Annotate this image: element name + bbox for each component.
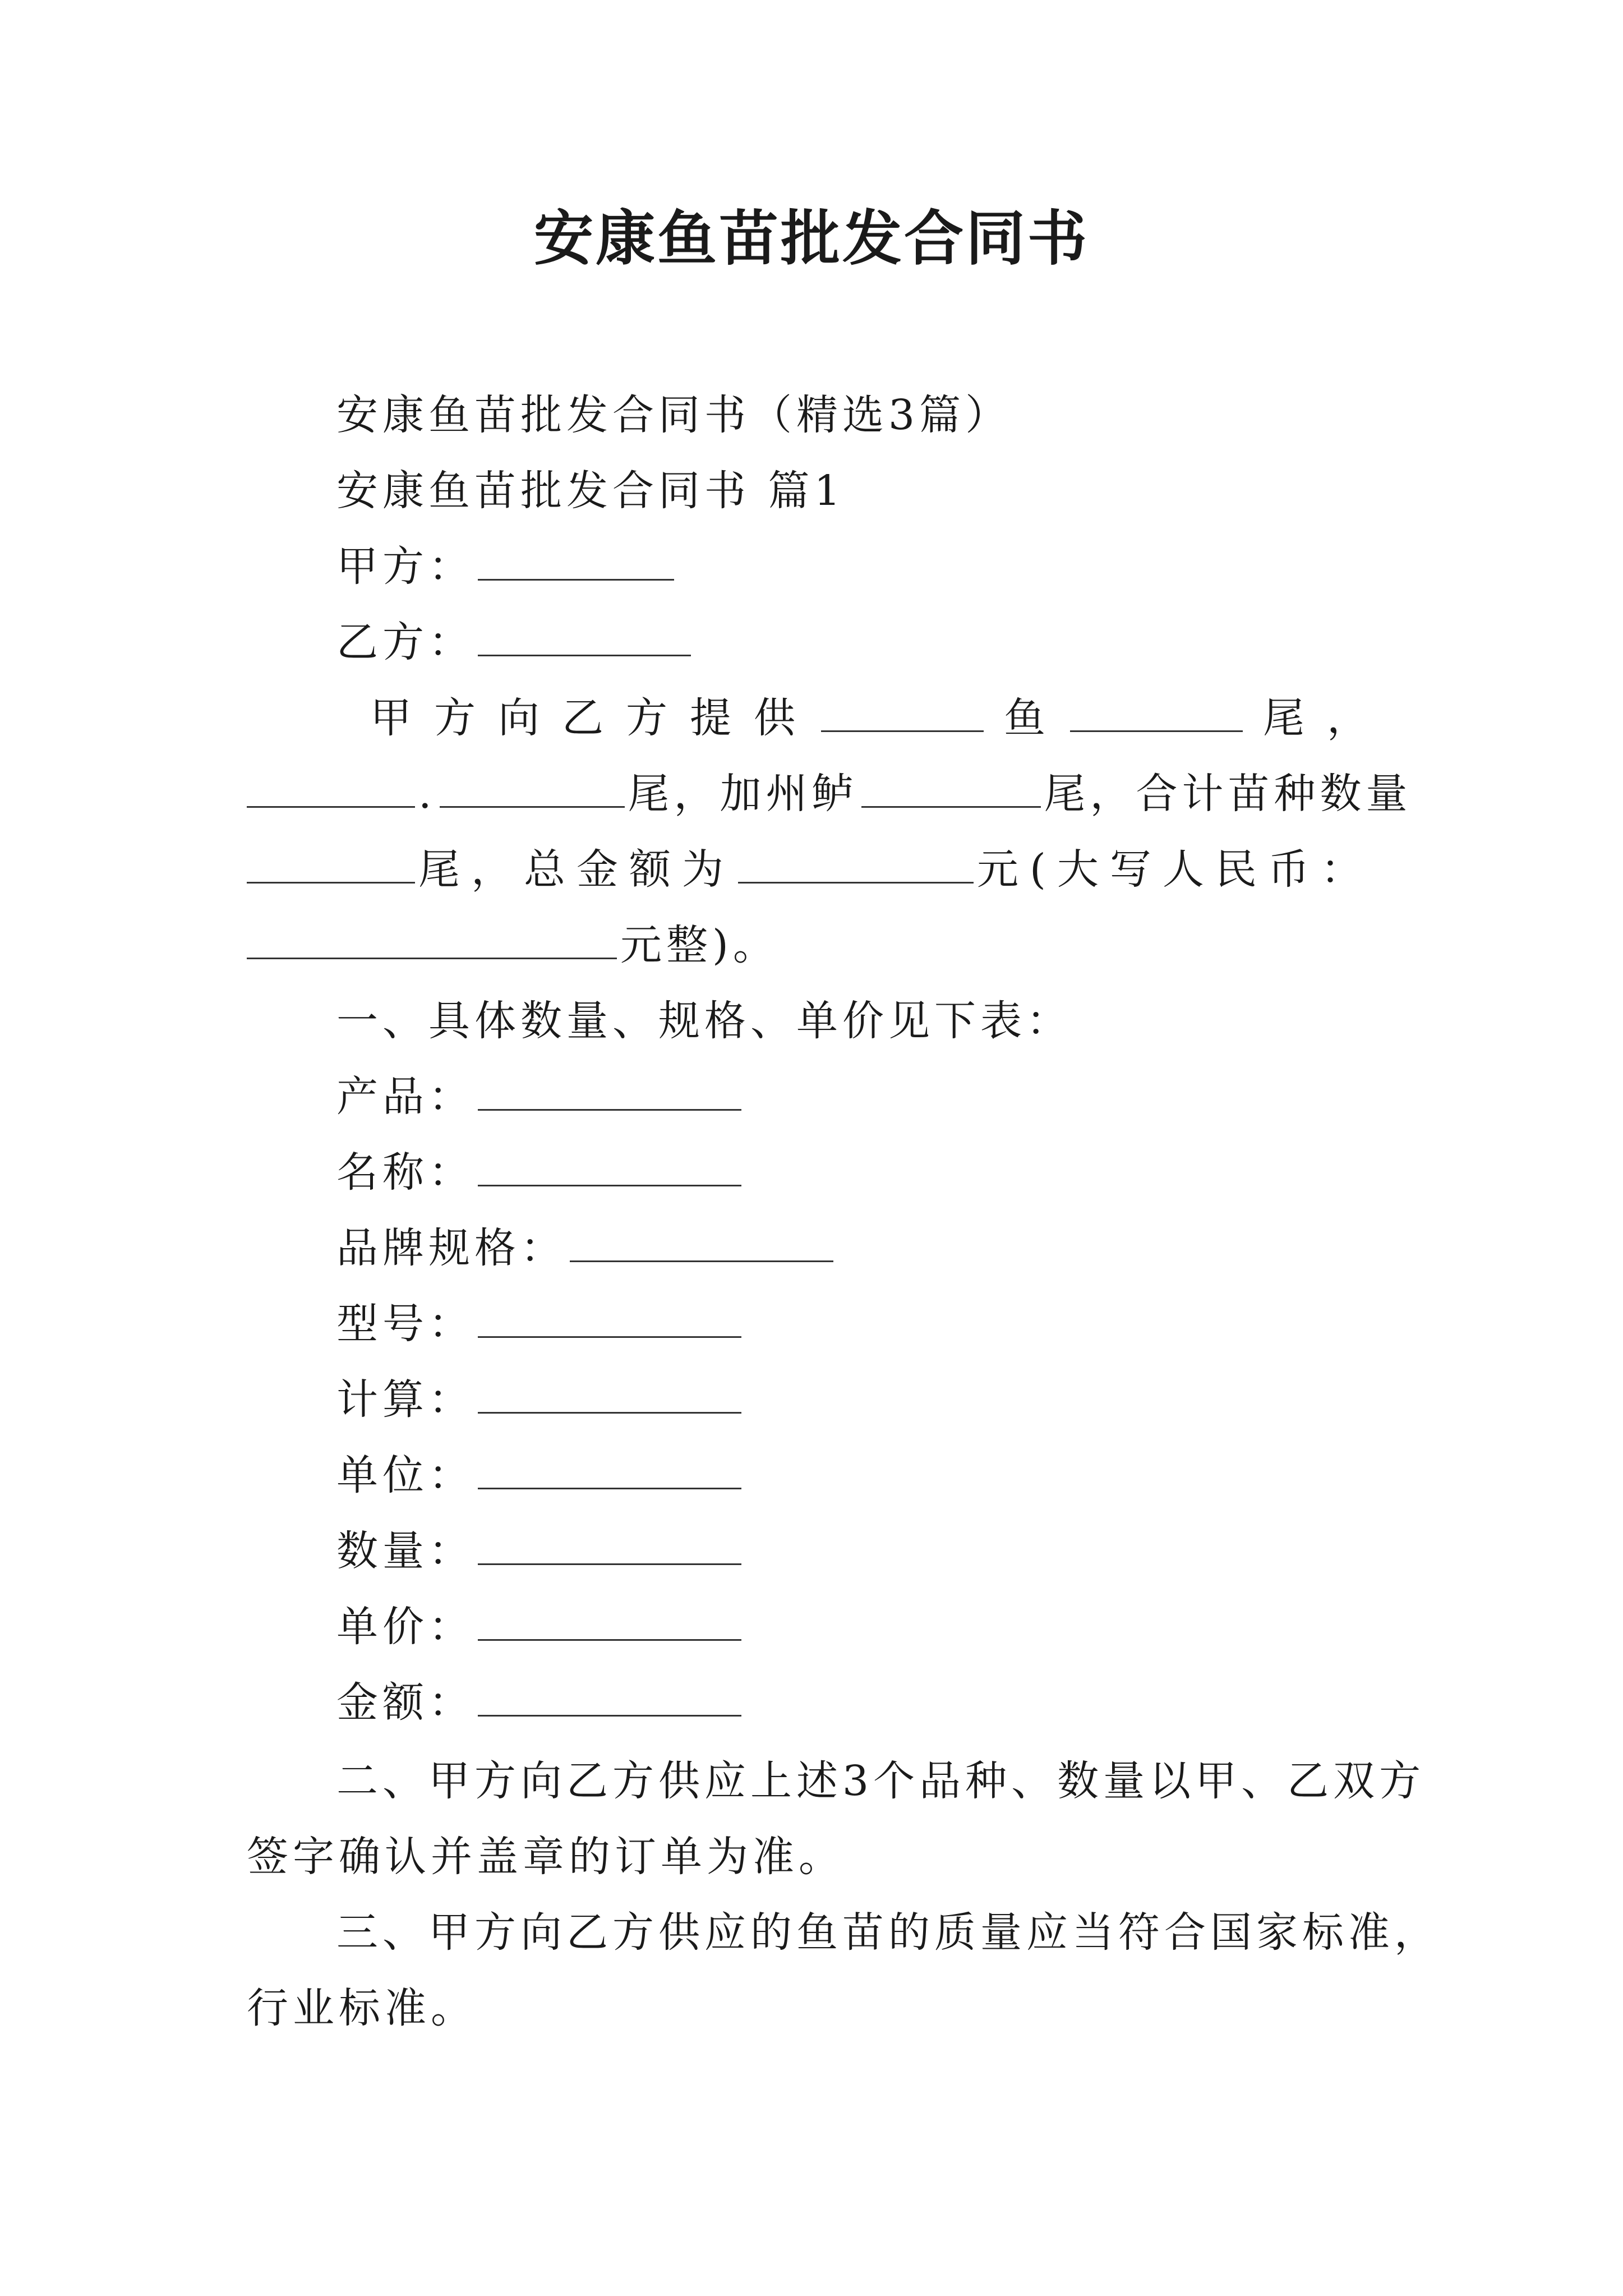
fish-count-blank-2[interactable]	[247, 767, 415, 808]
field-brand-label: 品牌规格：	[336, 1224, 566, 1272]
field-qty-line	[336, 1523, 745, 1579]
field-calc-line	[336, 1372, 745, 1428]
party-b-blank[interactable]	[478, 615, 691, 656]
clause-3-line-1: 三、甲方向乙方供应的鱼苗的质量应当符合国家标准，	[336, 1908, 1440, 1957]
supply-text-3b: 元(大写人民币：	[977, 845, 1373, 894]
field-qty-label: 数量：	[336, 1527, 474, 1575]
field-brand-line	[336, 1220, 837, 1276]
field-price-label: 单价：	[336, 1603, 474, 1651]
field-product-blank[interactable]	[478, 1070, 741, 1111]
field-price-line	[336, 1599, 745, 1655]
supply-text-1b: 鱼	[1003, 694, 1050, 742]
supply-text-3a: 尾，总金额为	[418, 845, 735, 894]
field-qty-blank[interactable]	[478, 1524, 741, 1565]
fish-type-blank[interactable]	[821, 691, 984, 732]
clause-2-line-2: 签字确认并盖章的订单为准。	[247, 1833, 845, 1881]
party-a-line	[336, 539, 677, 595]
document-title: 安康鱼苗批发合同书	[534, 203, 1089, 273]
field-price-blank[interactable]	[478, 1600, 741, 1641]
field-model-line	[336, 1296, 745, 1352]
field-amount-blank[interactable]	[478, 1676, 741, 1717]
field-calc-blank[interactable]	[478, 1373, 741, 1414]
supply-line-4	[247, 917, 779, 973]
total-count-blank[interactable]	[247, 843, 415, 884]
field-product-line	[336, 1069, 745, 1125]
field-unit-line	[336, 1447, 745, 1503]
supply-text-2a: .	[418, 770, 436, 818]
amount-in-words-blank[interactable]	[247, 918, 617, 959]
clause-2-line-1: 二、甲方向乙方供应上述3个品种、数量以甲、乙双方	[336, 1757, 1426, 1805]
field-amount-line	[336, 1674, 745, 1731]
supply-line-1	[370, 690, 1391, 746]
field-unit-blank[interactable]	[478, 1448, 741, 1489]
party-b-line	[336, 614, 694, 670]
party-b-label: 乙方：	[336, 618, 474, 666]
field-unit-label: 单位：	[336, 1451, 474, 1499]
field-model-label: 型号：	[336, 1300, 474, 1348]
supply-text-1a: 甲方向乙方提供	[370, 694, 818, 742]
field-brand-blank[interactable]	[570, 1221, 833, 1262]
supply-text-4: 元整)。	[620, 921, 779, 969]
field-calc-label: 计算：	[336, 1375, 474, 1424]
supply-line-3	[247, 841, 1373, 898]
field-product-label: 产品：	[336, 1073, 474, 1121]
field-model-blank[interactable]	[478, 1297, 741, 1338]
party-a-blank[interactable]	[478, 540, 674, 581]
subtitle: 安康鱼苗批发合同书（精选3篇）	[336, 391, 1012, 439]
fish-count-blank-1[interactable]	[1070, 691, 1243, 732]
clause-3-line-2: 行业标准。	[247, 1984, 477, 2032]
supply-line-2	[247, 766, 1412, 822]
field-amount-label: 金额：	[336, 1678, 474, 1727]
field-name-blank[interactable]	[478, 1145, 741, 1186]
supply-text-1c: 尾，	[1263, 694, 1391, 742]
party-a-label: 甲方：	[336, 542, 474, 591]
field-name-line	[336, 1144, 745, 1200]
fish-count-blank-3[interactable]	[440, 767, 625, 808]
supply-text-2b: 尾，加州鲈	[628, 770, 858, 818]
clause-1: 一、具体数量、规格、单价见下表：	[336, 997, 1072, 1045]
field-name-label: 名称：	[336, 1148, 474, 1197]
section-heading: 安康鱼苗批发合同书 篇1	[336, 467, 845, 515]
total-amount-blank[interactable]	[738, 843, 974, 884]
bass-count-blank[interactable]	[861, 767, 1041, 808]
supply-text-2c: 尾，合计苗种数量	[1044, 770, 1412, 818]
